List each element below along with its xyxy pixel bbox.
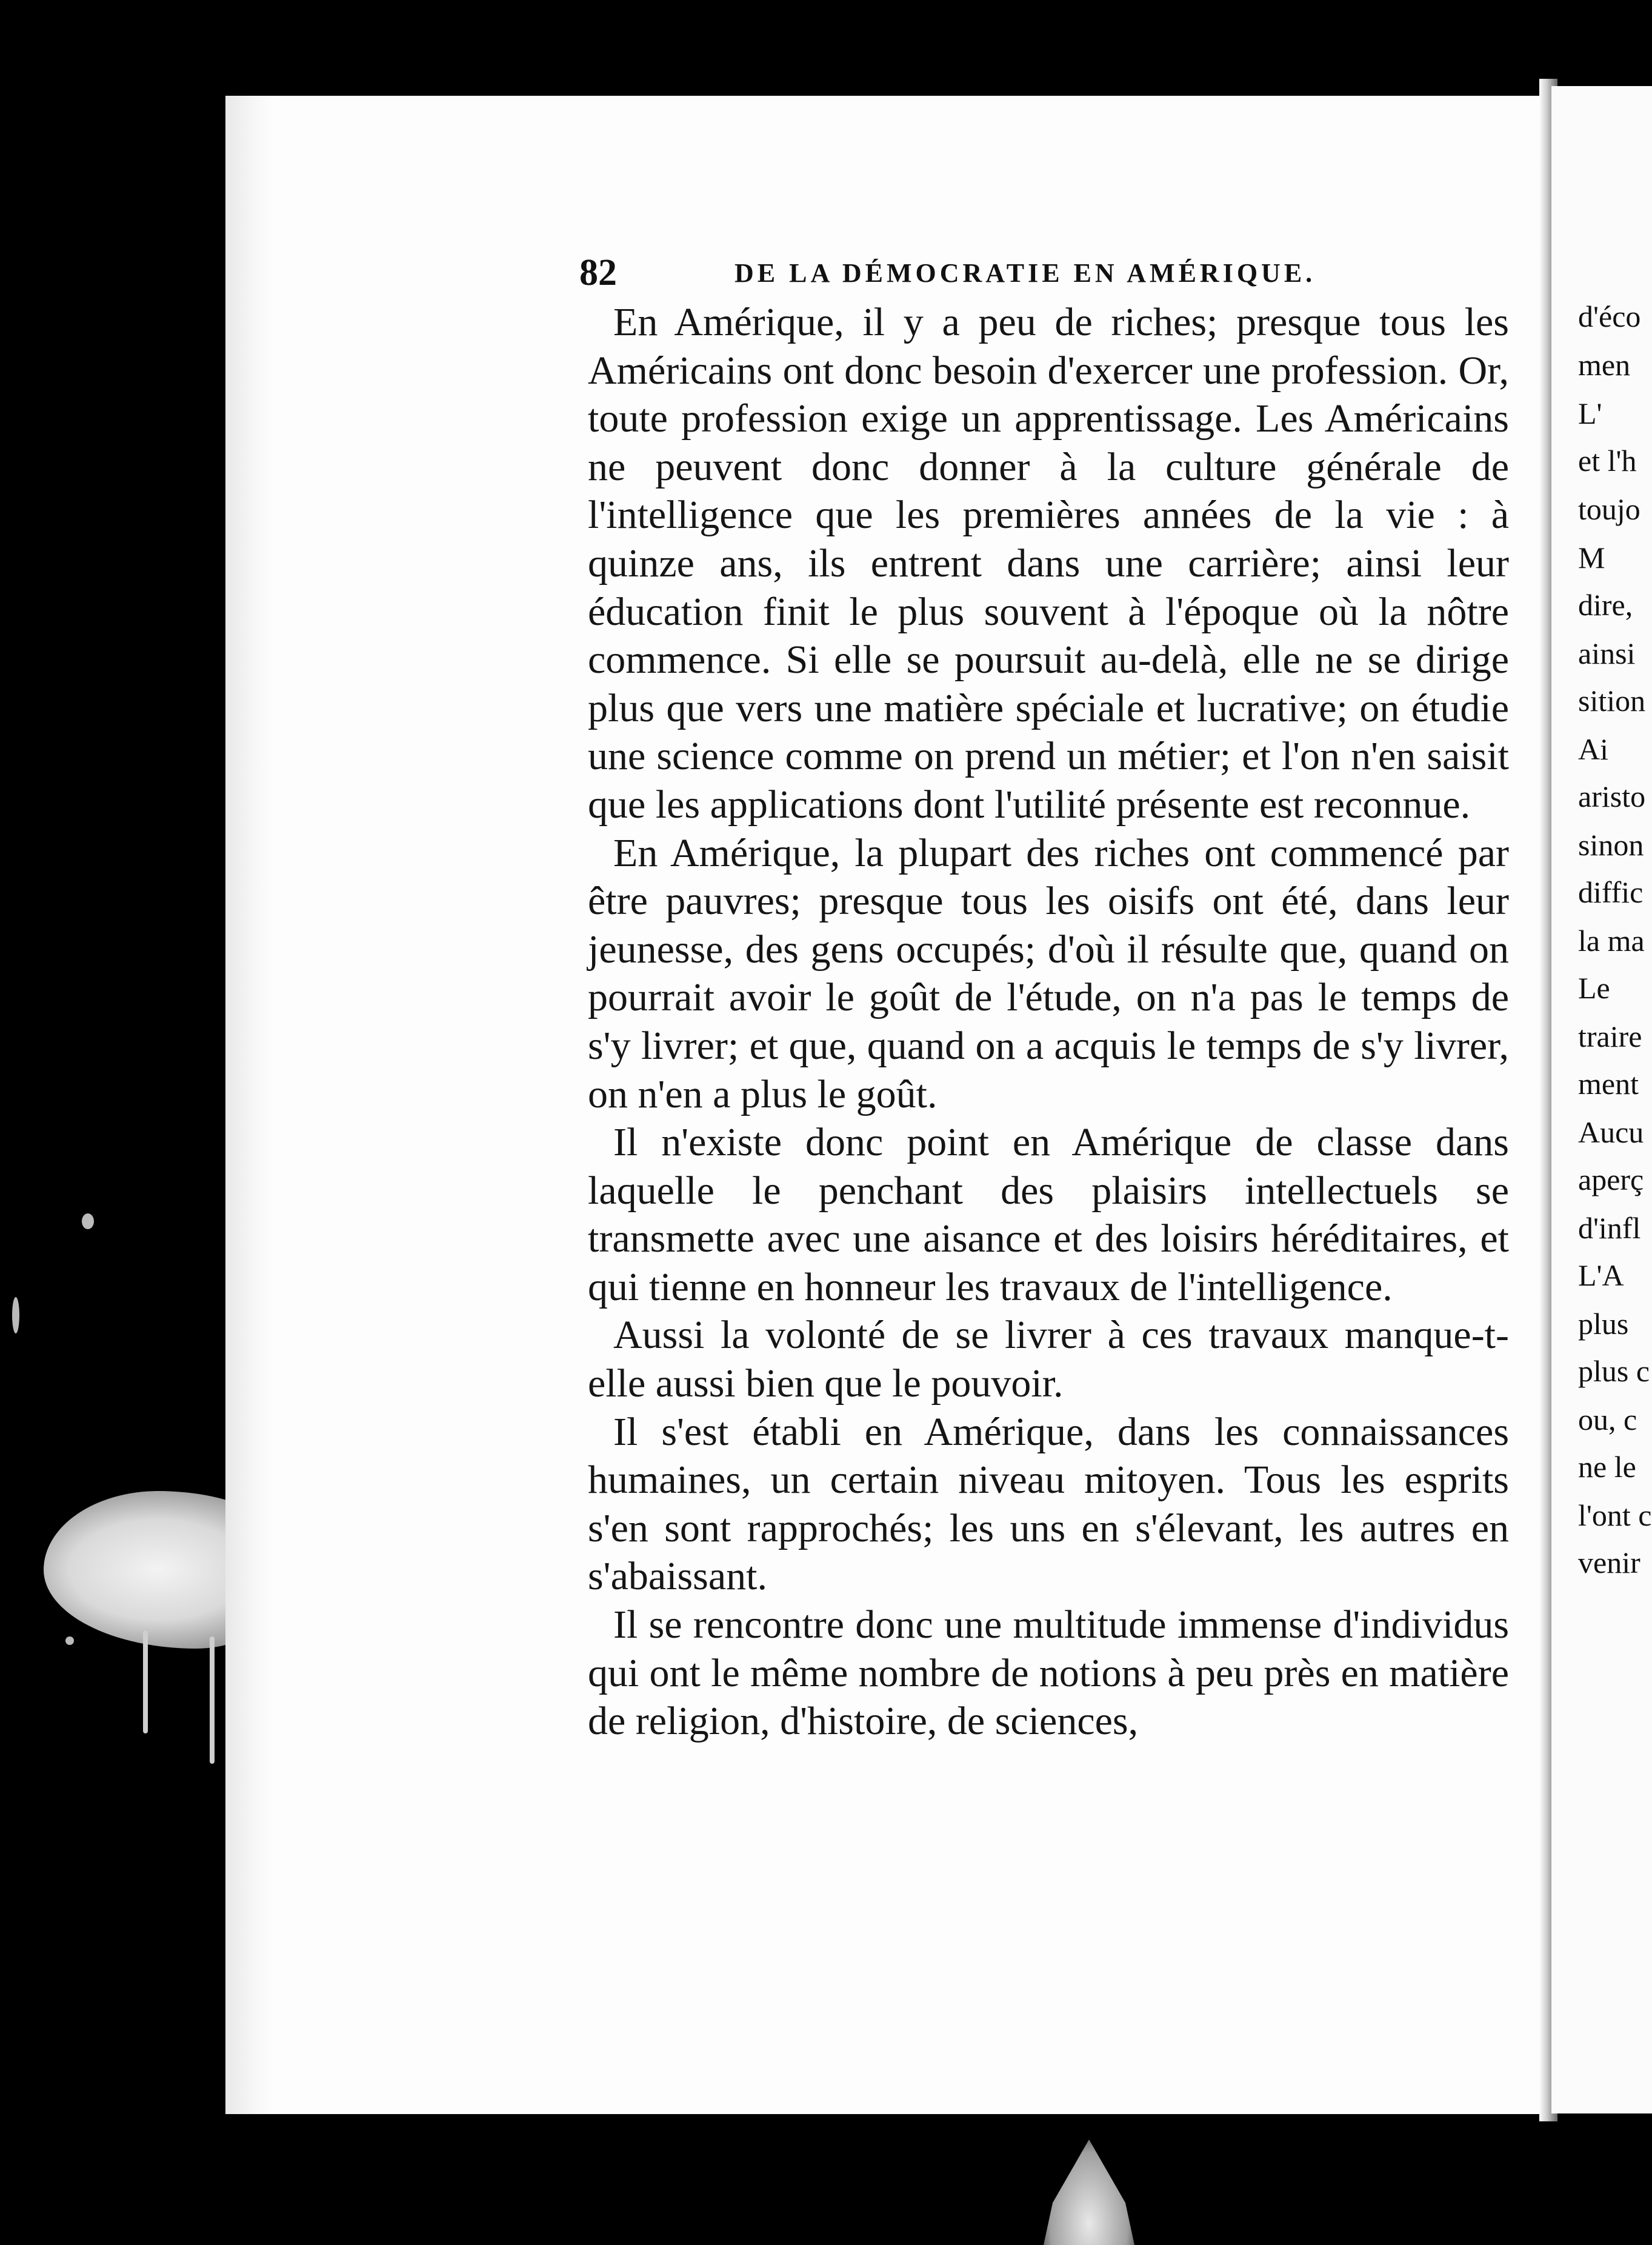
running-title: DE LA DÉMOCRATIE EN AMÉRIQUE. <box>734 258 1316 288</box>
body-text <box>588 298 1509 1746</box>
page-edge <box>225 96 274 2114</box>
paragraph: Il se rencontre donc une multitude immense d'individus qui ont le même nombre de notions à peu près en matière de religion, d'histoire, de sciences, <box>588 1603 1509 1744</box>
adjacent-line: L'A <box>1578 1258 1624 1292</box>
adjacent-line: venir <box>1578 1546 1640 1580</box>
adjacent-line: l'ont c <box>1578 1498 1652 1532</box>
adjacent-line: L' <box>1578 396 1602 430</box>
adjacent-line: plus <box>1578 1307 1629 1341</box>
paragraph: En Amérique, il y a peu de riches; presque tous les Américains ont donc besoin d'exercer une profession. Or, toute profession exige un apprentissage. Les Américains ne peuvent donc donner à la culture générale de l'intelligence que les premières années de la vie : à quinze ans, ils entrent dans une carrière; ainsi leur éducation finit le plus souvent à l'époque où la nôtre commence. Si elle se poursuit au-delà, elle ne se dirige plus que vers une matière spéciale et lucrative; on étudie une science comme on prend un métier; et l'on n'en saisit que les applications dont l'utilité présente est reconnue. <box>588 300 1509 827</box>
scan-artifact <box>1044 2140 1134 2245</box>
adjacent-line: d'éco <box>1578 299 1641 333</box>
adjacent-line: M <box>1578 541 1605 575</box>
stain-drip <box>210 1636 215 1764</box>
stain-drip <box>143 1630 148 1733</box>
dust-speck <box>82 1213 94 1229</box>
adjacent-page <box>1551 86 1652 2113</box>
adjacent-line: dire, <box>1578 588 1633 622</box>
paragraph: Il n'existe donc point en Amérique de classe dans laquelle le penchant des plaisirs intellectuels se transmette avec une aisance et des loisirs héréditaires, et qui tienne en honneur les travaux de l'intelligence. <box>588 1120 1509 1309</box>
paragraph: En Amérique, la plupart des riches ont commencé par être pauvres; presque tous les oisifs ont été, dans leur jeunesse, des gens occupés; d'où il résulte que, quand on pourrait avoir le goût de l'étude, on n'a pas le temps de s'y livrer; et que, quand on a acquis le temps de s'y livrer, on n'en a plus le goût. <box>588 830 1509 1116</box>
adjacent-line: ment <box>1578 1067 1639 1101</box>
adjacent-line: Ai <box>1578 732 1608 766</box>
adjacent-line: ou, c <box>1578 1403 1637 1436</box>
dust-speck <box>12 1297 19 1333</box>
adjacent-line: la ma <box>1578 924 1645 958</box>
adjacent-line: traire <box>1578 1019 1642 1053</box>
adjacent-line: sition <box>1578 684 1646 718</box>
dust-speck <box>65 1636 74 1645</box>
adjacent-line: d'infl <box>1578 1211 1641 1245</box>
adjacent-line: diffic <box>1578 875 1644 909</box>
adjacent-line: plus c <box>1578 1354 1650 1388</box>
adjacent-line: et l'h <box>1578 444 1637 478</box>
paragraph: Aussi la volonté de se livrer à ces travaux manque-t-elle aussi bien que le pouvoir. <box>588 1313 1509 1406</box>
adjacent-line: sinon <box>1578 828 1644 862</box>
adjacent-line: ainsi <box>1578 636 1636 670</box>
adjacent-line: Aucu <box>1578 1115 1644 1149</box>
paragraph: Il s'est établi en Amérique, dans les connaissances humaines, un certain niveau mitoyen. Tous les esprits s'en sont rapprochés; les uns en s'élevant, les autres en s'abaissant. <box>588 1409 1509 1599</box>
adjacent-line: toujo <box>1578 492 1640 526</box>
adjacent-line: Le <box>1578 971 1610 1005</box>
adjacent-line: aristo <box>1578 779 1646 813</box>
page-number: 82 <box>579 252 617 293</box>
adjacent-line: aperç <box>1578 1163 1644 1196</box>
page-header <box>579 252 1355 300</box>
adjacent-line: men <box>1578 348 1631 382</box>
adjacent-line: ne le <box>1578 1450 1636 1484</box>
